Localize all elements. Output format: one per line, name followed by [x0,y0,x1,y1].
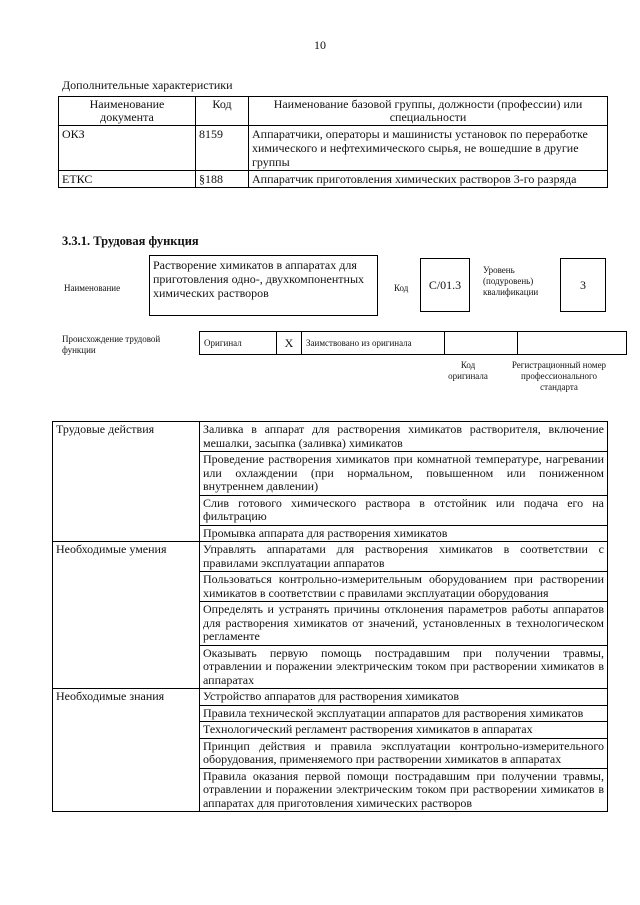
origin-original: Оригинал [200,332,277,355]
level-label: Уровень (подуровень) квалификации [483,265,539,297]
cell-doc: ЕТКС [59,171,196,188]
reg-number-caption: Регистрационный номер профессионального стандарта [511,360,607,392]
cell-group: Аппаратчики, операторы и машинисты установок по переработке химического и нефтехимического сырья, не вошедшие в другие группы [249,126,608,171]
list-item: Заливка в аппарат для растворения химикатов растворителя, включение мешалки, засыпка (заливка) химикатов [200,422,608,452]
origin-reg-cell [518,332,627,355]
function-code-box: C/01.3 [420,258,470,312]
cell-code: 8159 [196,126,249,171]
list-item: Принцип действия и правила эксплуатации контрольно-измерительного оборудования, применяемого при растворении химикатов в аппаратах [200,738,608,768]
section-title: Необходимые знания [53,689,200,812]
function-heading: 3.3.1. Трудовая функция [62,234,199,248]
list-item: Правила оказания первой помощи пострадавшим при получении травмы, отравлении и поражении электрическим током при растворении химикатов в аппаратах для приготовления химических растворов [200,768,608,812]
additional-table [58,96,608,188]
section-title: Необходимые умения [53,542,200,689]
table-row [59,126,608,171]
list-item: Пользоваться контрольно-измерительным оборудованием при растворении химикатов в соответствии с правилами эксплуатации оборудования [200,572,608,602]
page-number: 10 [314,38,326,52]
origin-borrowed: Заимствовано из оригинала [302,332,445,355]
code-label: Код [394,283,409,293]
table-row [53,542,608,572]
list-item: Устройство аппаратов для растворения химикатов [200,689,608,706]
level-box: 3 [560,258,606,312]
code-original-caption: Код оригинала [448,360,488,381]
section-title: Трудовые действия [53,422,200,542]
list-item: Правила технической эксплуатации аппаратов для растворения химикатов [200,705,608,722]
origin-table [199,331,627,355]
cell-group: Аппаратчик приготовления химических растворов 3-го разряда [249,171,608,188]
table-row [59,171,608,188]
list-item: Управлять аппаратами для растворения химикатов в соответствии с правилами эксплуатации аппаратов [200,542,608,572]
origin-row [200,332,627,355]
function-details-table [52,421,608,812]
list-item: Определять и устранять причины отклонения параметров работы аппаратов для растворения химикатов от значений, установленных в технологическом регламенте [200,602,608,646]
cell-code: §188 [196,171,249,188]
list-item: Проведение растворения химикатов при комнатной температуре, нагревании или охлаждении (при нормальном, повышенном или пониженном внутреннем давлении) [200,452,608,496]
list-item: Слив готового химического раствора в отстойник или подача его на фильтрацию [200,495,608,525]
name-label: Наименование [64,283,121,293]
table-row [53,689,608,706]
table-row [53,422,608,452]
header-doc-name: Наименование документа [59,97,196,126]
list-item: Технологический регламент растворения химикатов в аппаратах [200,722,608,739]
table-header-row [59,97,608,126]
origin-mark: X [277,332,302,355]
header-code: Код [196,97,249,126]
origin-label: Происхождение трудовой функции [62,334,161,355]
origin-code-cell [445,332,518,355]
list-item: Промывка аппарата для растворения химикатов [200,525,608,542]
function-name-box: Растворение химикатов в аппаратах для приготовления одно-, двухкомпонентных химических растворов [149,255,378,316]
header-group-name: Наименование базовой группы, должности (профессии) или специальности [249,97,608,126]
list-item: Оказывать первую помощь пострадавшим при получении травмы, отравлении и поражении электрическим током при растворении химикатов в аппаратах [200,645,608,689]
cell-doc: ОКЗ [59,126,196,171]
additional-heading: Дополнительные характеристики [62,78,233,92]
